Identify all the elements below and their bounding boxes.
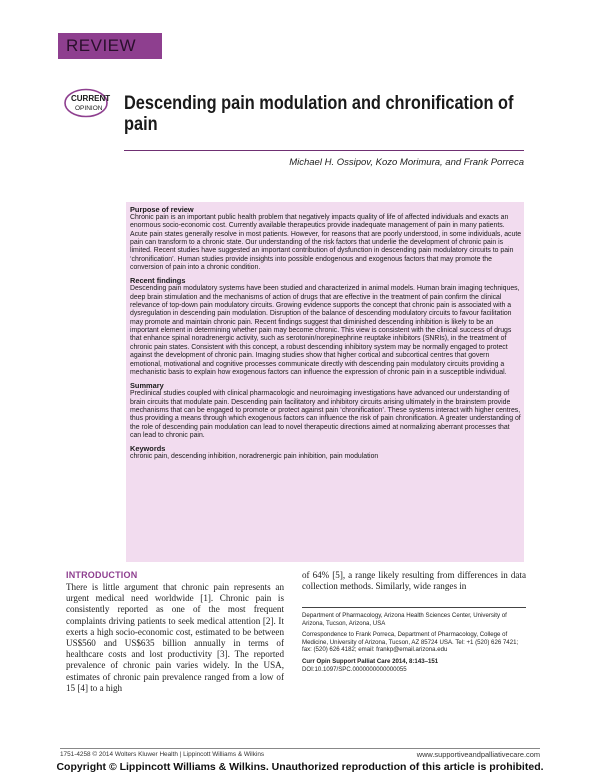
footer-website[interactable]: www.supportiveandpalliativecare.com [416,750,540,759]
affiliation-dept: Department of Pharmacology, Arizona Health Sciences Center, University of Arizona, Tucson, Arizona, USA [302,612,507,627]
logo-line1: CURRENT [71,94,111,103]
section-tag: REVIEW [58,33,162,59]
current-opinion-logo [62,87,112,119]
logo-line2: OPINION [75,105,103,112]
title-divider [124,150,524,151]
copyright-notice: Copyright © Lippincott Williams & Wilkins. Unauthorized reproduction of this article is prohibited. [56,761,544,773]
keywords-heading: Keywords [130,444,166,454]
keywords-text: chronic pain, descending inhibition, noradrenergic pain inhibition, pain modulation [130,453,379,461]
affiliation-correspondence: Correspondence to Frank Porreca, Department of Pharmacology, College of Medicine, University of Arizona, Tucson, AZ 85724 USA. Tel: +1 (520) 626 7421; fax: (520) 626 4182; email: frankp@email.arizona.edu [302,631,519,654]
abstract-content [130,205,522,462]
summary-text: Preclinical studies coupled with clinical pharmacologic and neuroimaging investigations have advanced our understanding of brain circuits that modulate pain. Descending pain facilitatory and inhibitory circuits arising ultimately in the brainstem provide mechanisms that can be engaged to promote or protect against pain ‘chronification’. These systems interact with higher centres, thus providing a means through which exogenous factors can influence the risk of pain chronification. A greater understanding of the role of descending pain modulation can lead to novel therapeutic directions aimed at normalizing aberrant processes that can lead to chronic pain. [130,390,521,439]
intro-column-2: of 64% [5], a range likely resulting from differences in data collection methods. Similarly, wide ranges in [302,570,526,592]
article-title: Descending pain modulation and chronification of pain [124,93,514,135]
summary-heading: Summary [130,381,164,391]
footer-divider [60,748,540,749]
footer-issn: 1751-4258 © 2014 Wolters Kluwer Health | Lippincott Williams & Wilkins [60,751,265,758]
introduction-heading: INTRODUCTION [66,570,138,580]
affiliation-divider [302,607,526,608]
purpose-heading: Purpose of review [130,205,194,214]
findings-text: Descending pain modulatory systems have been studied and characterized in animal models. Human brain imaging techniques, deep brain stimulation and the mechanisms of action of drugs that are effective in the treatment of pain confirm the clinical relevance of top-down pain modulatory circuits. Growing evidence supports the concept that chronic pain is associated with a dysregulation in descending pain modulation. Disruption of the balance of descending modulatory circuits to favour facilitation may promote and maintain chronic pain. Recent findings suggest that diminished descending inhibition is likely to be an important element in determining whether pain may become chronic. This view is consistent with the clinical success of drugs that enhance spinal noradrenergic activity, such as serotonin/norepinephrine reuptake inhibitors (SNRIs), in the treatment of chronic pain states. Consistent with this concept, a robust descending inhibitory system may be normally engaged to protect against the development of chronic pain. Imaging studies show that higher cortical and subcortical centres that govern emotional, motivational and cognitive processes communicate directly with descending pain modulatory circuits providing a mechanistic basis to explain how exogenous factors can influence the expression of chronic pain in a susceptible individual. [130,285,520,376]
doi: DOI:10.1097/SPC.0000000000000055 [302,665,407,673]
purpose-text: Chronic pain is an important public health problem that negatively impacts quality of life of affected individuals and exacts an enormous socio-economic cost. Currently available therapeutics provide inadequate management of pain in many patients. Acute pain states generally resolve in most patients. However, for reasons that are poorly understood, in some individuals, acute pain can transform to a chronic state. Our understanding of the risk factors that underlie the development of chronic pain is limited. Recent studies have suggested an important contribution of dysfunction in descending pain modulatory circuits to pain ‘chronification’. Human studies provide insights into possible endogenous and exogenous factors that may promote the conversion of pain into a chronic condition. [130,214,522,272]
author-list: Michael H. Ossipov, Kozo Morimura, and Frank Porreca [289,157,524,168]
journal-citation: Curr Opin Support Palliat Care 2014, 8:143–151 [302,657,439,665]
intro-column-1: There is little argument that chronic pain represents an urgent medical need worldwide [1]. Chronic pain is consistently reported as one of the most frequent complaints driving patients to seek medical attention [2]. It exerts a high socio-economic cost, estimated to be between US$560 and US$635 billion annually in terms of healthcare costs and lost productivity [3]. The reported prevalence of chronic pain varies widely. In the USA, estimates of chronic pain prevalence ranged from a low of 15 [4] to a high [66,582,284,693]
findings-heading: Recent findings [130,276,186,286]
affiliation-block [302,612,526,677]
